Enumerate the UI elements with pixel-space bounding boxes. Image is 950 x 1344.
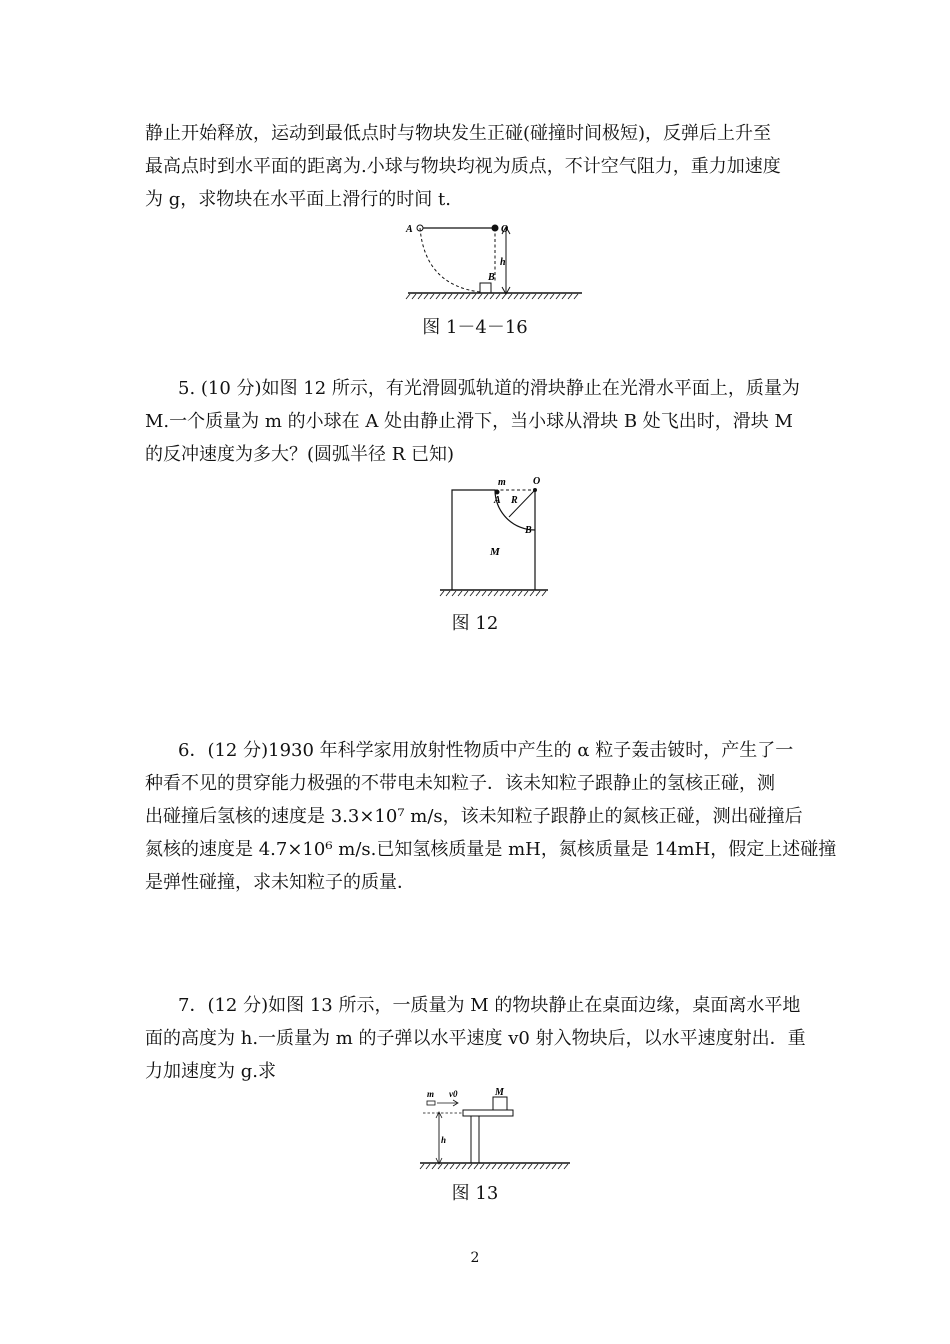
- figure-caption-13: 图 13: [451, 1183, 499, 1204]
- figure-1-4-16: [400, 215, 590, 305]
- fig13-label-h: h: [441, 1135, 447, 1145]
- fig13-label-v0: v0: [449, 1089, 458, 1099]
- q5-line-1: 5. (10 分)如图 12 所示，有光滑圆弧轨道的滑块静止在光滑水平面上，质量为: [178, 378, 800, 399]
- q6-line-4: 氮核的速度是 4.7×10⁶ m/s.已知氢核质量是 mH，氮核质量是 14mH，假定上述碰撞: [145, 839, 837, 860]
- page-number: 2: [470, 1250, 480, 1266]
- q6-line-5: 是弹性碰撞，求未知粒子的质量．: [145, 872, 415, 893]
- fig13-label-m: m: [427, 1089, 435, 1099]
- q7-line-1: 7．(12 分)如图 13 所示，一质量为 M 的物块静止在桌面边缘，桌面离水平地: [178, 995, 801, 1016]
- q4-line-2: 最高点时到水平面的距离为.小球与物块均视为质点，不计空气阻力，重力加速度: [145, 156, 781, 177]
- figure-12: [430, 472, 560, 602]
- q4-line-3: 为 g，求物块在水平面上滑行的时间 t.: [145, 189, 451, 210]
- fig12-label-r: R: [511, 495, 518, 506]
- q5-line-3: 的反冲速度为多大？(圆弧半径 R 已知): [145, 444, 455, 465]
- figure-caption-1-4-16: 图 1－4－16: [422, 317, 528, 338]
- fig1-label-a: A: [406, 224, 413, 235]
- figure-caption-12: 图 12: [451, 613, 499, 634]
- fig1-label-b: B: [488, 272, 495, 283]
- fig12-label-m: m: [498, 477, 506, 488]
- fig1-label-o: O: [501, 224, 509, 235]
- q6-line-2: 种看不见的贯穿能力极强的不带电未知粒子．该未知粒子跟静止的氢核正碰，测: [145, 773, 775, 794]
- q7-line-3: 力加速度为 g.求: [145, 1061, 276, 1082]
- fig1-label-h: h: [500, 257, 506, 268]
- fig13-label-big-m: M: [495, 1087, 504, 1098]
- fig12-label-big-m: M: [490, 546, 500, 558]
- fig12-label-o: O: [533, 476, 541, 487]
- q5-line-2: M.一个质量为 m 的小球在 A 处由静止滑下，当小球从滑块 B 处飞出时，滑块 M: [145, 411, 793, 432]
- q6-line-3: 出碰撞后氢核的速度是 3.3×10⁷ m/s，该未知粒子跟静止的氮核正碰，测出碰撞后: [145, 806, 803, 827]
- q4-line-1: 静止开始释放，运动到最低点时与物块发生正碰(碰撞时间极短)，反弹后上升至: [145, 123, 772, 144]
- fig12-label-b: B: [525, 525, 532, 536]
- figure-13: [415, 1085, 575, 1175]
- fig12-label-a: A: [494, 495, 501, 506]
- q7-line-2: 面的高度为 h.一质量为 m 的子弹以水平速度 v0 射入物块后，以水平速度射出．重: [145, 1028, 806, 1049]
- q6-line-1: 6．(12 分)1930 年科学家用放射性物质中产生的 α 粒子轰击铍时，产生了一: [178, 740, 794, 761]
